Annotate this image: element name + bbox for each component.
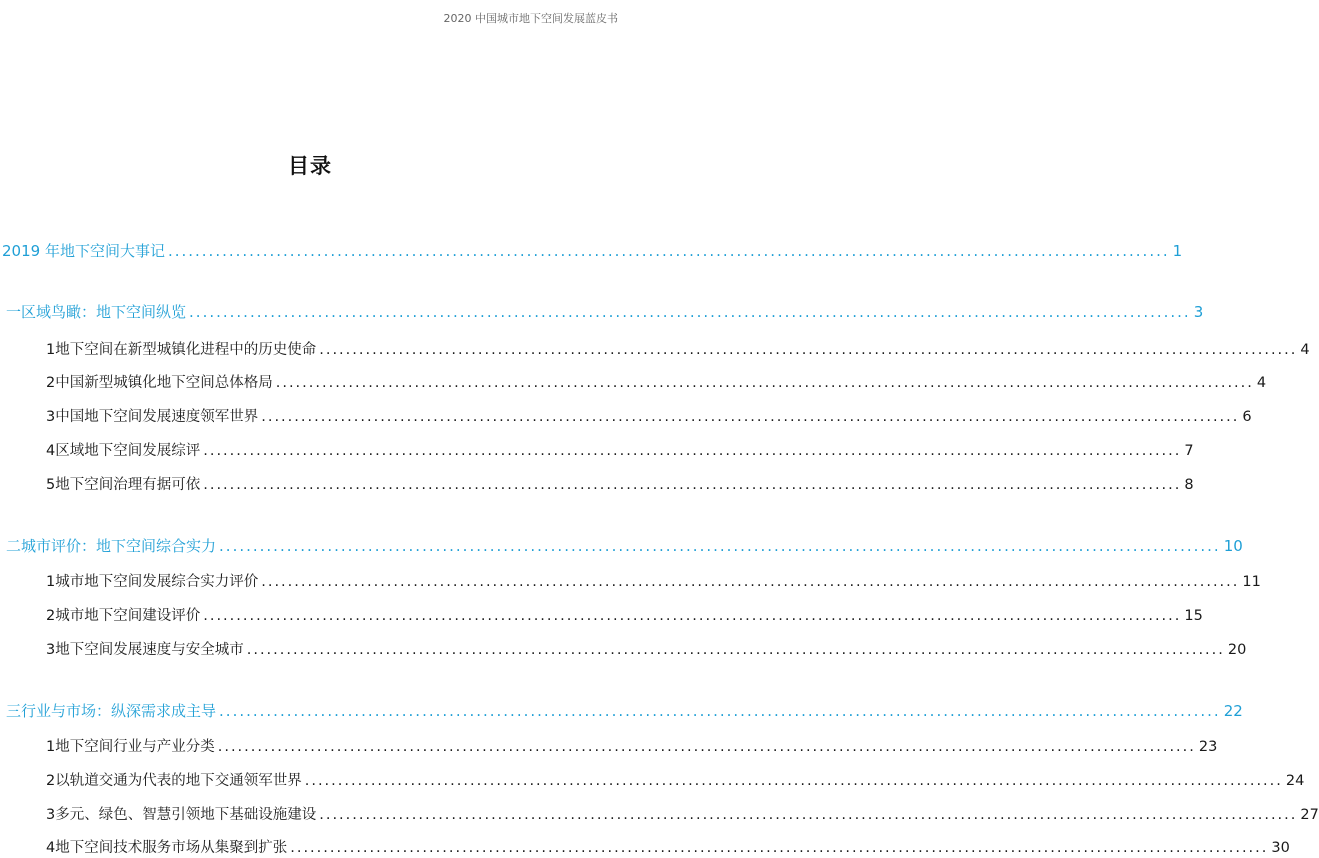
section-number: 1	[46, 342, 56, 358]
entry-label: 2019 年地下空间大事记	[2, 242, 165, 260]
dot-leader: ....................................................................................................................................................	[304, 773, 1283, 789]
page-number: 1	[1172, 242, 1183, 260]
page-number: 15	[1184, 608, 1203, 624]
section-number: 4	[46, 443, 56, 459]
section-label: 地下空间发展速度与安全城市	[55, 642, 244, 658]
dot-leader: ....................................................................................................................................................	[275, 375, 1254, 391]
section-number: 2	[46, 773, 56, 789]
toc-entry-events[interactable]	[2, 240, 1183, 261]
toc-chapter-2[interactable]	[6, 535, 1243, 556]
dot-leader: ....................................................................................................................................................	[219, 702, 1221, 720]
section-number: 2	[46, 375, 56, 391]
toc-section-1-2[interactable]	[46, 371, 1267, 392]
dot-leader: ....................................................................................................................................................	[189, 303, 1191, 321]
chapter-label: 城市评价：地下空间综合实力	[21, 537, 217, 555]
section-label: 城市地下空间发展综合实力评价	[55, 574, 259, 590]
page-number: 27	[1300, 807, 1319, 823]
chapter-number: 二	[6, 537, 22, 555]
page-number: 10	[1223, 537, 1243, 555]
section-number: 1	[46, 574, 56, 590]
toc-section-1-5[interactable]	[46, 473, 1194, 494]
toc-section-2-1[interactable]	[46, 570, 1261, 591]
dot-leader: ....................................................................................................................................................	[261, 574, 1240, 590]
chapter-label: 区域鸟瞰：地下空间纵览	[21, 303, 187, 321]
page-number: 3	[1193, 303, 1204, 321]
chapter-number: 三	[6, 702, 22, 720]
section-label: 地下空间治理有据可依	[55, 477, 201, 493]
page-number: 8	[1184, 477, 1194, 493]
page-number: 20	[1227, 642, 1247, 658]
dot-leader: ....................................................................................................................................................	[203, 608, 1182, 624]
toc-section-2-3[interactable]	[46, 638, 1247, 659]
dot-leader: ....................................................................................................................................................	[167, 242, 1170, 260]
section-number: 2	[46, 608, 56, 624]
toc-section-3-1[interactable]	[46, 735, 1218, 756]
running-header: 2020 中国城市地下空间发展蓝皮书	[443, 12, 618, 25]
dot-leader: ....................................................................................................................................................	[290, 840, 1269, 856]
toc-section-3-3[interactable]	[46, 803, 1319, 824]
page-number: 23	[1198, 739, 1218, 755]
section-label: 地下空间技术服务市场从集聚到扩张	[55, 840, 288, 856]
section-label: 地下空间在新型城镇化进程中的历史使命	[55, 342, 317, 358]
toc-section-2-2[interactable]	[46, 604, 1203, 625]
toc-section-1-4[interactable]	[46, 439, 1194, 460]
dot-leader: ....................................................................................................................................................	[203, 477, 1182, 493]
section-number: 3	[46, 807, 56, 823]
dot-leader: ....................................................................................................................................................	[319, 807, 1298, 823]
page-number: 22	[1223, 702, 1243, 720]
section-label: 中国新型城镇化地下空间总体格局	[55, 375, 273, 391]
page-number: 4	[1256, 375, 1267, 391]
section-number: 4	[46, 840, 56, 856]
toc-section-3-4[interactable]	[46, 836, 1290, 857]
section-label: 地下空间行业与产业分类	[55, 739, 215, 755]
toc-chapter-3[interactable]	[6, 700, 1243, 721]
section-number: 3	[46, 642, 56, 658]
dot-leader: ....................................................................................................................................................	[217, 739, 1196, 755]
dot-leader: ....................................................................................................................................................	[203, 443, 1182, 459]
page-title: 目录	[288, 154, 332, 178]
page-number: 6	[1242, 409, 1252, 425]
page-number: 24	[1285, 773, 1305, 789]
toc-section-3-2[interactable]	[46, 769, 1305, 790]
toc-chapter-1[interactable]	[6, 301, 1204, 322]
toc-section-1-3[interactable]	[46, 405, 1252, 426]
dot-leader: ....................................................................................................................................................	[219, 537, 1221, 555]
page-number: 4	[1300, 342, 1310, 358]
toc-section-1-1[interactable]	[46, 338, 1310, 359]
dot-leader: ....................................................................................................................................................	[319, 342, 1298, 358]
section-label: 区域地下空间发展综评	[55, 443, 201, 459]
section-number: 3	[46, 409, 56, 425]
page-number: 7	[1184, 443, 1194, 459]
chapter-number: 一	[6, 303, 22, 321]
section-number: 1	[46, 739, 56, 755]
chapter-label: 行业与市场：纵深需求成主导	[21, 702, 217, 720]
dot-leader: ....................................................................................................................................................	[261, 409, 1240, 425]
section-label: 以轨道交通为代表的地下交通领军世界	[55, 773, 302, 789]
dot-leader: ....................................................................................................................................................	[246, 642, 1225, 658]
page-number: 11	[1242, 574, 1261, 590]
section-label: 城市地下空间建设评价	[55, 608, 201, 624]
section-label: 中国地下空间发展速度领军世界	[55, 409, 259, 425]
section-label: 多元、绿色、智慧引领地下基础设施建设	[55, 807, 317, 823]
page-number: 30	[1271, 840, 1290, 856]
section-number: 5	[46, 477, 56, 493]
